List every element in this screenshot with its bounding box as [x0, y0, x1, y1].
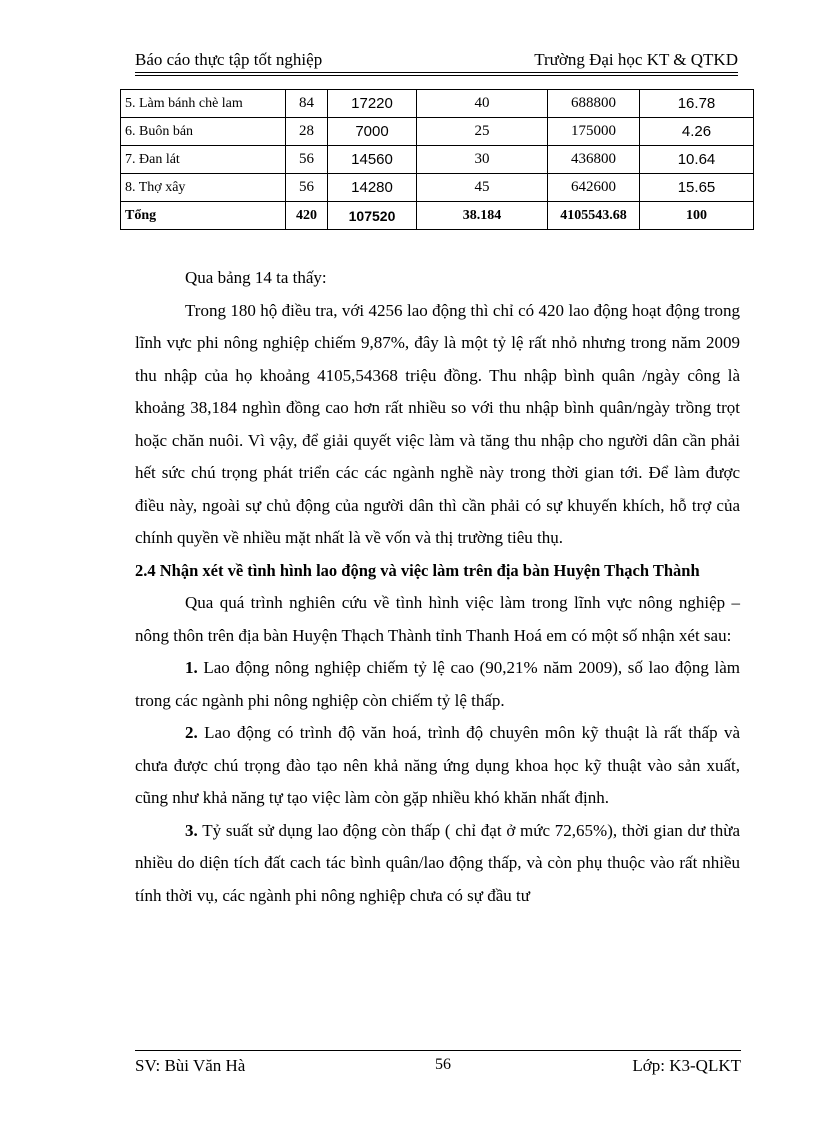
- table-cell: 56: [286, 174, 328, 202]
- table-cell: 7. Đan lát: [121, 146, 286, 174]
- table-cell: 175000: [548, 118, 640, 146]
- table-cell: 14560: [328, 146, 417, 174]
- footer-class: Lớp: K3-QLKT: [632, 1056, 741, 1075]
- table-cell: 40: [417, 90, 548, 118]
- table-cell: 56: [286, 146, 328, 174]
- table-cell: 45: [417, 174, 548, 202]
- list-item: [135, 717, 740, 815]
- paragraph: Trong 180 hộ điều tra, với 4256 lao động thì chỉ có 420 lao động hoạt động trong lĩnh vực phi nông nghiệp chiếm 9,87%, đây là một tỷ lệ rất nhỏ nhưng trong năm 2009 thu nhập của họ khoảng 4105,54368 triệu đồng. Thu nhập bình quân /ngày công là khoảng 38,184 nghìn đồng cao hơn rất nhiều so với thu nhập bình quân/ngày trồng trọt hoặc chăn nuôi. Vì vậy, để giải quyết việc làm và tăng thu nhập cho người dân cần phải hết sức chú trọng phát triển các các ngành nghề này trong thời gian tới. Để làm được điều này, ngoài sự chủ động của người dân thì cần phải có sự khuyến khích, hỗ trợ của chính quyền về nhiều mặt nhất là về vốn và thị trường tiêu thụ.: [135, 300, 740, 547]
- table-cell: 8. Thợ xây: [121, 174, 286, 202]
- table-cell: 107520: [328, 202, 417, 230]
- header-university: Trường Đại học KT & QTKD: [534, 50, 738, 69]
- table-cell: 15.65: [640, 174, 754, 202]
- body-text: [135, 262, 740, 912]
- page-header: [135, 50, 738, 73]
- page-footer: [135, 1056, 741, 1078]
- table-cell: 642600: [548, 174, 640, 202]
- item-number: 3.: [185, 820, 198, 840]
- table-cell: Tổng: [121, 202, 286, 230]
- table-cell: 5. Làm bánh chè lam: [121, 90, 286, 118]
- page-number: 56: [435, 1056, 451, 1073]
- table-cell: 25: [417, 118, 548, 146]
- table-cell: 100: [640, 202, 754, 230]
- footer-student: SV: Bùi Văn Hà: [135, 1056, 246, 1075]
- table-cell: 4.26: [640, 118, 754, 146]
- item-number: 2.: [185, 723, 198, 742]
- table-cell: 28: [286, 118, 328, 146]
- table-row: [121, 174, 754, 202]
- table-cell: 30: [417, 146, 548, 174]
- footer-divider: [135, 1050, 741, 1051]
- table-cell: 688800: [548, 90, 640, 118]
- header-report-title: Báo cáo thực tập tốt nghiệp: [135, 50, 323, 69]
- item-text: Tỷ suất sử dụng lao động còn thấp ( chỉ đạt ở mức 72,65%), thời gian dư thừa nhiều do diện tích đất cach tác bình quân/lao động thấp, và còn phụ thuộc vào rất nhiều tính thời vụ, các ngành phi nông nghiệp chưa có sự đầu tư: [135, 820, 740, 905]
- list-item: [135, 815, 740, 913]
- paragraph: Qua quá trình nghiên cứu về tình hình việc làm trong lĩnh vực nông nghiệp – nông thôn trên địa bàn Huyện Thạch Thành tỉnh Thanh Hoá em có một số nhận xét sau:: [135, 593, 740, 645]
- table-row: [121, 118, 754, 146]
- list-item: [135, 652, 740, 717]
- table-cell: 420: [286, 202, 328, 230]
- item-text: Lao động nông nghiệp chiếm tỷ lệ cao (90,21% năm 2009), số lao động làm trong các ngành phi nông nghiệp còn chiếm tỷ lệ thấp.: [135, 658, 740, 710]
- header-divider: [135, 75, 738, 76]
- section-heading: 2.4 Nhận xét về tình hình lao động và việc làm trên địa bàn Huyện Thạch Thành: [135, 560, 700, 580]
- table-cell: 17220: [328, 90, 417, 118]
- table-cell: 10.64: [640, 146, 754, 174]
- table-cell: 16.78: [640, 90, 754, 118]
- labor-income-table: [120, 89, 754, 230]
- table-cell: 38.184: [417, 202, 548, 230]
- table-cell: 4105543.68: [548, 202, 640, 230]
- table-row: [121, 146, 754, 174]
- table-cell: 6. Buôn bán: [121, 118, 286, 146]
- table-total-row: [121, 202, 754, 230]
- table-cell: 436800: [548, 146, 640, 174]
- table-cell: 7000: [328, 118, 417, 146]
- paragraph: Qua bảng 14 ta thấy:: [185, 268, 327, 287]
- item-number: 1.: [185, 658, 198, 677]
- table-cell: 84: [286, 90, 328, 118]
- item-text: Lao động có trình độ văn hoá, trình độ chuyên môn kỹ thuật là rất thấp và chưa được chú trọng đào tạo nên khả năng ứng dụng khoa học kỹ thuật vào sản xuất, cũng như khả năng tự tạo việc làm còn gặp nhiều khó khăn nhất định.: [135, 723, 741, 807]
- table-cell: 14280: [328, 174, 417, 202]
- table-row: [121, 90, 754, 118]
